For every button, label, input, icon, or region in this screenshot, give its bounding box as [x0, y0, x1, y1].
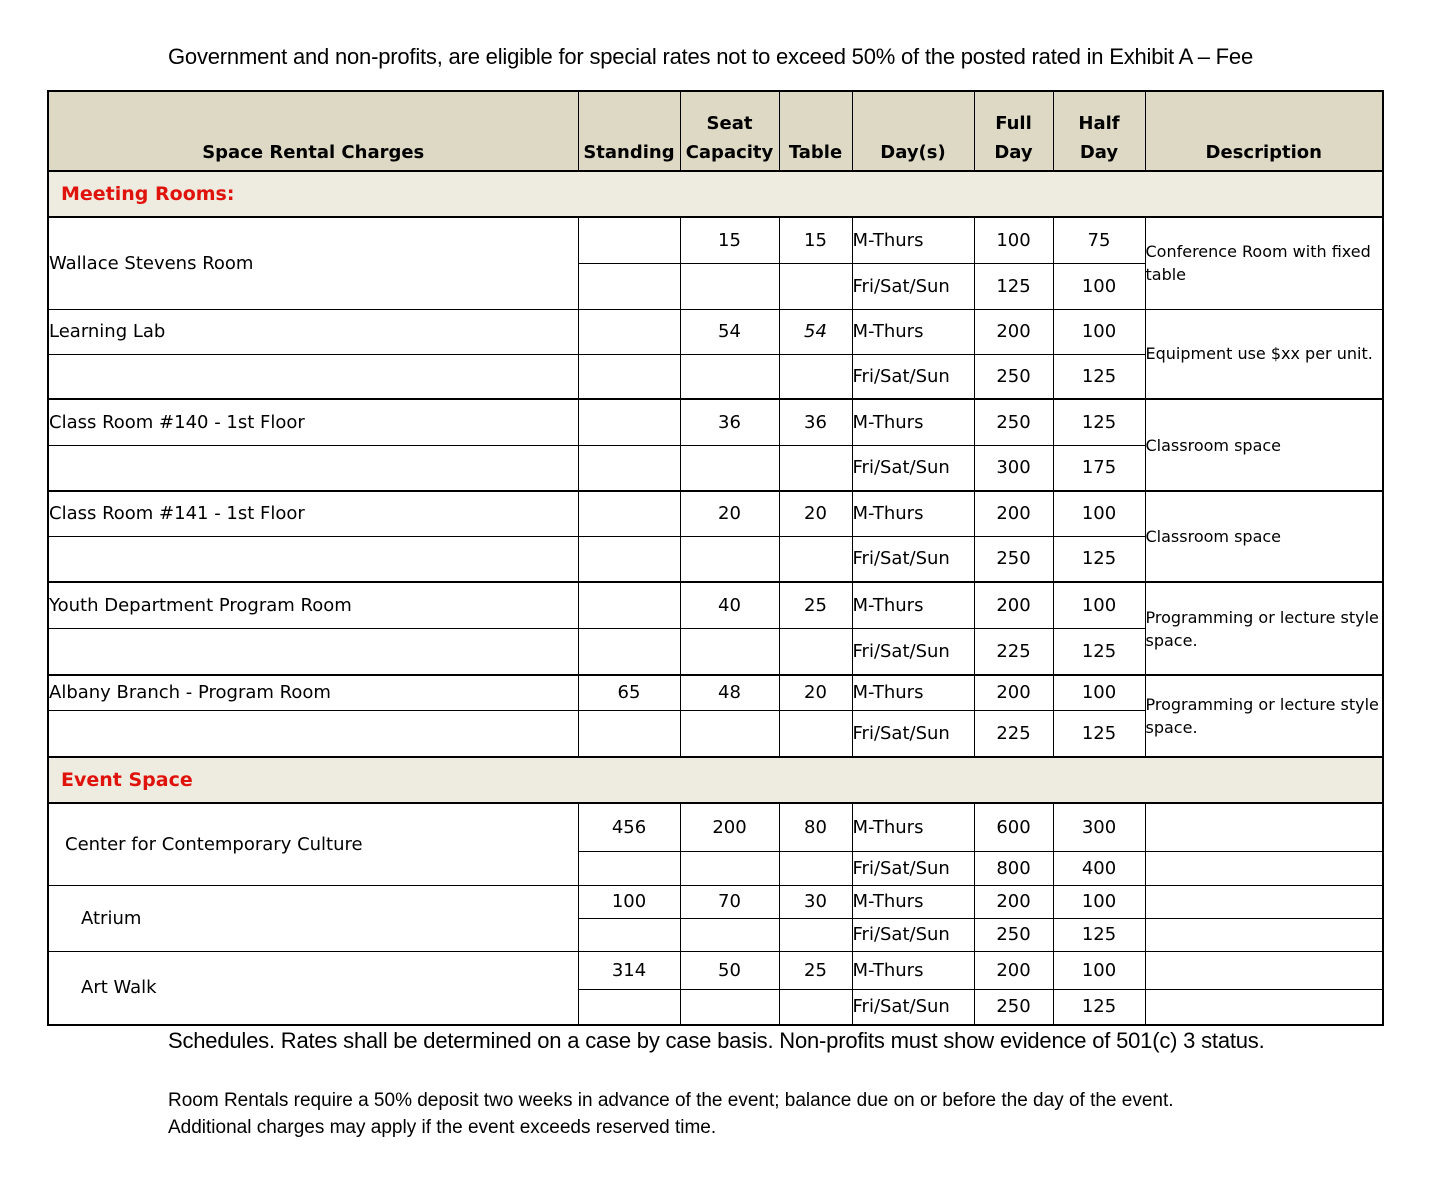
table-cell: 30	[779, 885, 852, 918]
days-cell: M-Thurs	[852, 309, 974, 354]
table-cell	[779, 851, 852, 885]
standing-cell	[578, 851, 680, 885]
table-row	[48, 217, 1383, 263]
half-day-cell: 125	[1053, 536, 1145, 582]
room-name: Learning Lab	[48, 309, 578, 354]
table-cell	[779, 918, 852, 951]
standing-cell: 65	[578, 675, 680, 710]
full-day-cell: 250	[974, 536, 1053, 582]
description-cell	[1145, 885, 1383, 918]
full-day-cell: 125	[974, 263, 1053, 309]
table-row	[48, 675, 1383, 710]
table-cell: 20	[779, 675, 852, 710]
description-cell: Programming or lecture style space.	[1145, 675, 1383, 757]
half-day-cell: 100	[1053, 885, 1145, 918]
room-name: Art Walk	[48, 951, 578, 1025]
days-cell: Fri/Sat/Sun	[852, 851, 974, 885]
days-cell: M-Thurs	[852, 399, 974, 445]
section-row-meeting-rooms	[48, 171, 1383, 217]
standing-cell	[578, 536, 680, 582]
description-cell	[1145, 951, 1383, 989]
table-cell: 15	[779, 217, 852, 263]
col-full-day: Full Day	[974, 91, 1053, 171]
standing-cell	[578, 445, 680, 491]
standing-cell	[578, 918, 680, 951]
room-name: Albany Branch - Program Room	[48, 675, 578, 710]
half-day-cell: 125	[1053, 989, 1145, 1025]
col-table: Table	[779, 91, 852, 171]
col-seat-capacity: Seat Capacity	[680, 91, 779, 171]
footer-note-deposit: Room Rentals require a 50% deposit two weeks in advance of the event; balance due on or before the day of the event.	[168, 1090, 1174, 1111]
room-name-empty	[48, 445, 578, 491]
room-name-empty	[48, 628, 578, 675]
standing-cell: 456	[578, 803, 680, 851]
table-row	[48, 399, 1383, 445]
days-cell: Fri/Sat/Sun	[852, 710, 974, 757]
seat-cell	[680, 445, 779, 491]
footer-note-additional-charges: Additional charges may apply if the event exceeds reserved time.	[168, 1117, 717, 1138]
table-cell: 36	[779, 399, 852, 445]
half-day-cell: 125	[1053, 354, 1145, 399]
full-day-cell: 200	[974, 885, 1053, 918]
table-row	[48, 491, 1383, 536]
seat-cell: 200	[680, 803, 779, 851]
section-row-event-space	[48, 757, 1383, 803]
col-standing: Standing	[578, 91, 680, 171]
table-cell: 25	[779, 582, 852, 628]
table-cell	[779, 710, 852, 757]
seat-cell: 40	[680, 582, 779, 628]
table-cell	[779, 989, 852, 1025]
table-cell: 20	[779, 491, 852, 536]
table-cell	[779, 628, 852, 675]
days-cell: Fri/Sat/Sun	[852, 354, 974, 399]
table-row	[48, 582, 1383, 628]
section-title: Meeting Rooms:	[48, 171, 1383, 217]
table-header-row	[48, 91, 1383, 171]
standing-cell	[578, 309, 680, 354]
description-cell: Programming or lecture style space.	[1145, 582, 1383, 675]
half-day-cell: 125	[1053, 399, 1145, 445]
seat-cell	[680, 354, 779, 399]
standing-cell	[578, 710, 680, 757]
table-row	[48, 885, 1383, 918]
days-cell: M-Thurs	[852, 803, 974, 851]
days-cell: M-Thurs	[852, 951, 974, 989]
half-day-cell: 100	[1053, 309, 1145, 354]
standing-cell	[578, 354, 680, 399]
seat-cell	[680, 918, 779, 951]
half-day-cell: 100	[1053, 491, 1145, 536]
description-cell	[1145, 918, 1383, 951]
col-description: Description	[1145, 91, 1383, 171]
seat-cell	[680, 851, 779, 885]
table-cell: 54	[779, 309, 852, 354]
description-cell: Conference Room with fixed table	[1145, 217, 1383, 309]
seat-cell	[680, 710, 779, 757]
days-cell: Fri/Sat/Sun	[852, 536, 974, 582]
full-day-cell: 225	[974, 628, 1053, 675]
seat-cell	[680, 536, 779, 582]
description-cell	[1145, 989, 1383, 1025]
seat-cell: 48	[680, 675, 779, 710]
standing-cell: 100	[578, 885, 680, 918]
half-day-cell: 100	[1053, 951, 1145, 989]
full-day-cell: 250	[974, 989, 1053, 1025]
half-day-cell: 100	[1053, 675, 1145, 710]
full-day-cell: 800	[974, 851, 1053, 885]
seat-cell: 36	[680, 399, 779, 445]
half-day-cell: 75	[1053, 217, 1145, 263]
days-cell: M-Thurs	[852, 582, 974, 628]
seat-cell: 70	[680, 885, 779, 918]
full-day-cell: 100	[974, 217, 1053, 263]
standing-cell	[578, 217, 680, 263]
table-cell	[779, 536, 852, 582]
seat-cell	[680, 989, 779, 1025]
table-cell	[779, 445, 852, 491]
table-title: Space Rental Charges	[48, 91, 578, 171]
days-cell: Fri/Sat/Sun	[852, 445, 974, 491]
half-day-cell: 125	[1053, 918, 1145, 951]
half-day-cell: 175	[1053, 445, 1145, 491]
header-note: Government and non-profits, are eligible for special rates not to exceed 50% of the posted rated in Exhibit A – Fee	[168, 44, 1253, 69]
col-half-day: Half Day	[1053, 91, 1145, 171]
full-day-cell: 200	[974, 675, 1053, 710]
half-day-cell: 100	[1053, 263, 1145, 309]
seat-cell: 15	[680, 217, 779, 263]
room-name: Youth Department Program Room	[48, 582, 578, 628]
footer-note-schedules: Schedules. Rates shall be determined on a case by case basis. Non-profits must show evidence of 501(c) 3 status.	[168, 1028, 1265, 1053]
standing-cell: 314	[578, 951, 680, 989]
room-name: Wallace Stevens Room	[48, 217, 578, 309]
seat-cell: 50	[680, 951, 779, 989]
full-day-cell: 250	[974, 354, 1053, 399]
description-cell: Classroom space	[1145, 399, 1383, 491]
space-rental-table	[47, 90, 1384, 1026]
room-name: Center for Contemporary Culture	[48, 803, 578, 885]
days-cell: Fri/Sat/Sun	[852, 989, 974, 1025]
room-name-empty	[48, 354, 578, 399]
standing-cell	[578, 628, 680, 675]
table-cell	[779, 354, 852, 399]
room-name: Atrium	[48, 885, 578, 951]
room-name-empty	[48, 536, 578, 582]
col-days: Day(s)	[852, 91, 974, 171]
standing-cell	[578, 399, 680, 445]
table-cell: 80	[779, 803, 852, 851]
days-cell: Fri/Sat/Sun	[852, 263, 974, 309]
seat-cell	[680, 628, 779, 675]
days-cell: Fri/Sat/Sun	[852, 918, 974, 951]
description-cell: Classroom space	[1145, 491, 1383, 582]
table-cell	[779, 263, 852, 309]
half-day-cell: 125	[1053, 628, 1145, 675]
description-cell	[1145, 851, 1383, 885]
half-day-cell: 300	[1053, 803, 1145, 851]
full-day-cell: 200	[974, 582, 1053, 628]
room-name-empty	[48, 710, 578, 757]
seat-cell	[680, 263, 779, 309]
section-title: Event Space	[48, 757, 1383, 803]
days-cell: M-Thurs	[852, 491, 974, 536]
room-name: Class Room #141 - 1st Floor	[48, 491, 578, 536]
half-day-cell: 100	[1053, 582, 1145, 628]
seat-cell: 54	[680, 309, 779, 354]
days-cell: M-Thurs	[852, 217, 974, 263]
table-row	[48, 803, 1383, 851]
full-day-cell: 250	[974, 918, 1053, 951]
table-row	[48, 309, 1383, 354]
description-cell: Equipment use $xx per unit.	[1145, 309, 1383, 399]
half-day-cell: 125	[1053, 710, 1145, 757]
standing-cell	[578, 263, 680, 309]
room-name: Class Room #140 - 1st Floor	[48, 399, 578, 445]
full-day-cell: 250	[974, 399, 1053, 445]
full-day-cell: 200	[974, 309, 1053, 354]
seat-cell: 20	[680, 491, 779, 536]
standing-cell	[578, 491, 680, 536]
standing-cell	[578, 989, 680, 1025]
standing-cell	[578, 582, 680, 628]
table-row	[48, 951, 1383, 989]
days-cell: M-Thurs	[852, 885, 974, 918]
full-day-cell: 200	[974, 491, 1053, 536]
days-cell: M-Thurs	[852, 675, 974, 710]
full-day-cell: 300	[974, 445, 1053, 491]
full-day-cell: 200	[974, 951, 1053, 989]
half-day-cell: 400	[1053, 851, 1145, 885]
full-day-cell: 225	[974, 710, 1053, 757]
days-cell: Fri/Sat/Sun	[852, 628, 974, 675]
full-day-cell: 600	[974, 803, 1053, 851]
description-cell	[1145, 803, 1383, 851]
table-cell: 25	[779, 951, 852, 989]
